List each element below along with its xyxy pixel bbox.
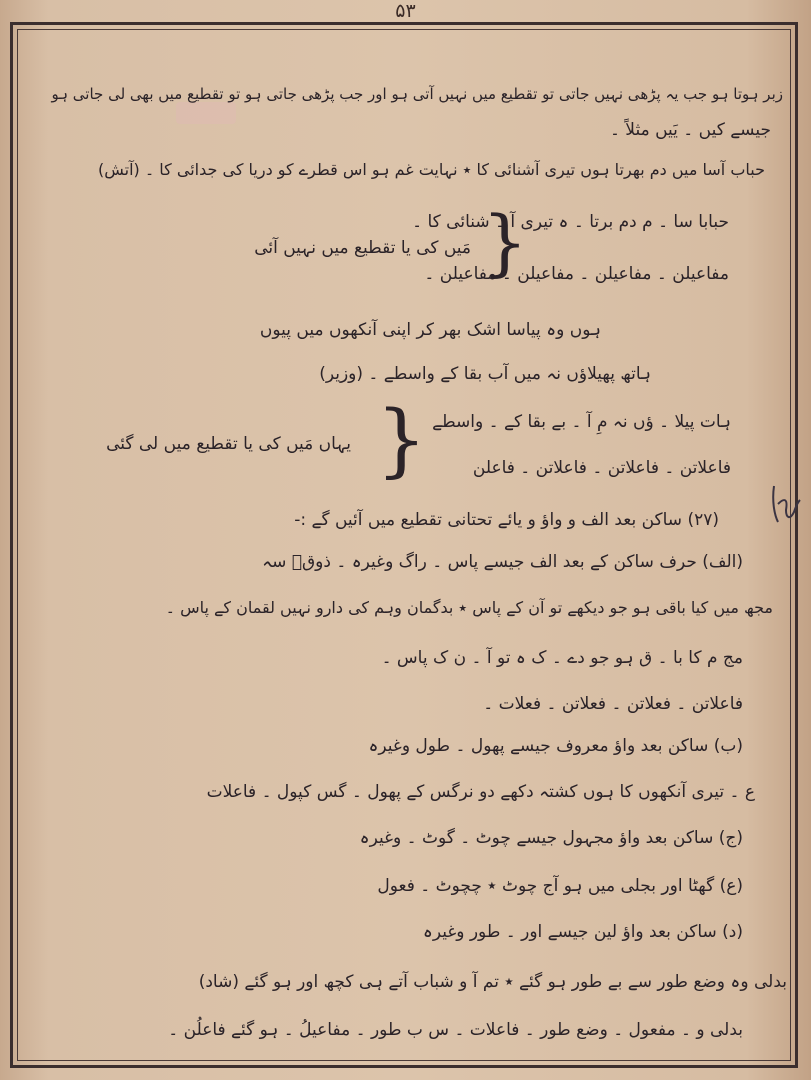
note-line-1: مَیں کی یا تقطیع میں نہیں آئی bbox=[254, 238, 471, 258]
verse-line-5: بدلی وہ وضع طور سے بے طور ہو گئے ٭ تم آ و شباب آتے ہی کچھ اور ہو گئے (شاد) bbox=[198, 972, 787, 992]
page-border-inner bbox=[17, 29, 791, 1061]
meter-line-3: فاعلاتن ۔ فعلاتن ۔ فعلاتن ۔ فعلات ۔ bbox=[483, 694, 743, 714]
note-line-2: یہاں مَیں کی یا تقطیع میں لی گئی bbox=[106, 434, 351, 454]
scansion-line-2: ہات پیلا ۔ ؤں نہ مِ آ ۔ بے بقا کے ۔ واسطے bbox=[432, 412, 731, 432]
brace-2: } bbox=[376, 393, 427, 486]
scansion-line-1: حبابا سا ۔ م دم برتا ۔ ہ تیری آ ۔ شنائی کا ۔ bbox=[412, 212, 729, 232]
verse-line-3: ہاتھ پھیلاؤں نہ میں آب بقا کے واسطے ۔ (وزیر) bbox=[319, 364, 651, 384]
handwritten-mark-icon bbox=[768, 480, 802, 526]
verse-line-2: ہوں وہ پیاسا اشک بھر کر اپنی آنکھوں میں پیوں bbox=[259, 320, 601, 340]
text-line-1: زبر ہوتا ہو جب یہ پڑھی نہیں جاتی تو تقطیع میں نہیں آتی ہو اور جب پڑھی جاتی ہو تو تقطیع میں بھی لی جاتی ہو bbox=[51, 85, 783, 103]
verse-line-1: حباب آسا میں دم بھرتا ہوں تیری آشنائی کا ٭ نہایت غم ہو اس قطرے کو دریا کی جدائی کا ۔ (آتش) bbox=[97, 160, 765, 179]
subsection-alif: (الف) حرف ساکن کے بعد الف جیسے پاس ۔ راگ وغیرہ ۔ ذوقؔ سہ bbox=[262, 552, 743, 572]
page-number: ۵۳ bbox=[395, 0, 416, 22]
meter-line-2: فاعلاتن ۔ فاعلاتن ۔ فاعلاتن ۔ فاعلن bbox=[472, 458, 731, 478]
subsection-daal: (د) ساکن بعد واؤ لین جیسے اور ۔ طور وغیرہ bbox=[422, 922, 743, 942]
verse-line-4: مجھ میں کیا باقی ہو جو دیکھے تو آن کے پاس ٭ بدگمان وہم کی دارو نہیں لقمان کے پاس ۔ bbox=[165, 598, 773, 617]
example-line-jeem: (ع) گھٹا اور بجلی میں ہو آج چوٹ ٭ چچوٹ ۔ فعول bbox=[377, 876, 743, 896]
subsection-be: (ب) ساکن بعد واؤ معروف جیسے پھول ۔ طول وغیرہ bbox=[368, 736, 743, 756]
scansion-line-4: بدلی و ۔ مفعول ۔ وضع طور ۔ فاعلات ۔ س ب طور ۔ مفاعیلُ ۔ ہو گئے فاعلُن ۔ bbox=[168, 1020, 743, 1040]
scansion-line-3: مج م کا با ۔ ق ہو جو دے ۔ ک ہ تو آ ۔ ن ک پاس ۔ bbox=[381, 648, 743, 668]
section-heading-27: (۲۷) ساکن بعد الف و واؤ و یائے تحتانی تقطیع میں آئیں گے :- bbox=[294, 510, 719, 530]
subsection-jeem: (ج) ساکن بعد واؤ مجہول جیسے چوٹ ۔ گوٹ ۔ وغیرہ bbox=[359, 828, 743, 848]
example-line-be: ع ۔ تیری آنکھوں کا ہوں کشتہ دکھے دو نرگس کے پھول ۔ گس کپول ۔ فاعلات bbox=[206, 782, 755, 802]
text-line-2: جیسے کیں ۔ یَیں مثلاً ۔ bbox=[609, 120, 771, 140]
meter-line-1: مفاعیلن ۔ مفاعیلن ۔ مفاعیلن ۔ مفاعیلن ۔ bbox=[424, 264, 729, 284]
brace-1: } bbox=[482, 200, 528, 284]
